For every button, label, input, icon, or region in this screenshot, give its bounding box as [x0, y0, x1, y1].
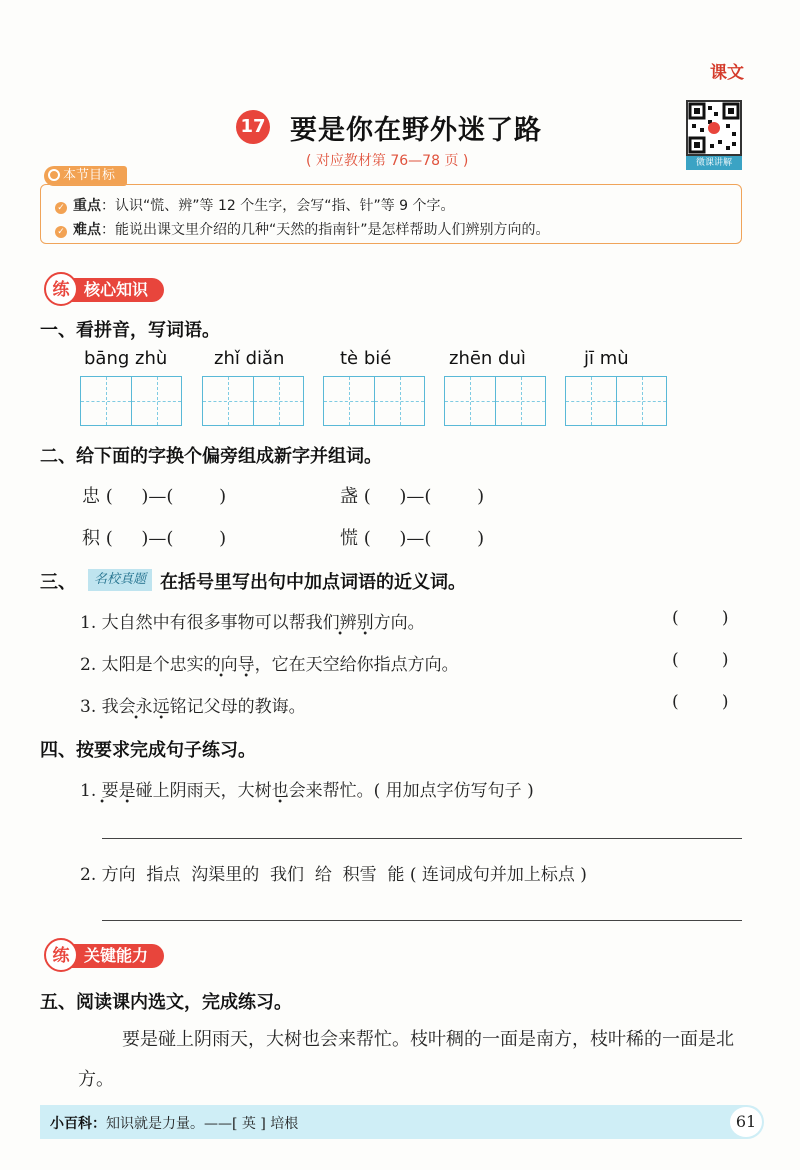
practice-badge: 练: [44, 272, 78, 306]
question-2-title: 二、给下面的字换个偏旁组成新字并组词。: [40, 446, 382, 467]
sentence-3: 3. 我会永远 • •铭记父母的教诲。: [80, 692, 306, 717]
pinyin: tè bié: [340, 348, 392, 369]
page-title: 要是你在野外迷了路: [290, 115, 542, 146]
goal-difficulty: ✓ 难点：能说出课文里介绍的几种“天然的指南针”是怎样帮助人们辨别方向的。: [55, 219, 550, 239]
writing-grid[interactable]: [323, 376, 425, 426]
answer-line[interactable]: [102, 920, 742, 921]
answer-blank[interactable]: ( ): [672, 692, 729, 712]
goal-key-point: ✓ 重点：认识“慌、辨”等 12 个生字，会写“指、针”等 9 个字。: [55, 195, 455, 215]
writing-grid[interactable]: [80, 376, 182, 426]
radical-item[interactable]: 盏 ( )—( ): [340, 486, 485, 507]
writing-grid[interactable]: [444, 376, 546, 426]
pinyin: jī mù: [584, 348, 629, 369]
pinyin: zhǐ diǎn: [214, 348, 285, 369]
question-3-number: 三、: [40, 572, 76, 593]
radical-item[interactable]: 慌 ( )—( ): [340, 528, 485, 549]
check-icon: ✓: [55, 202, 67, 214]
exercise-1: 1. 要是 • •碰上阴雨天，大树也会来帮忙。( 用加点字仿写句子 ): [80, 776, 534, 801]
radical-item[interactable]: 忠 ( )—( ): [82, 486, 227, 507]
qr-caption: 微课讲解: [686, 156, 742, 170]
section-title: 核心知识: [70, 278, 164, 302]
pinyin: zhēn duì: [449, 348, 526, 369]
answer-blank[interactable]: ( ): [672, 650, 729, 670]
famous-school-tag: 名校真题: [88, 569, 152, 591]
lesson-number-badge: 17: [236, 110, 270, 144]
target-icon: [48, 169, 60, 181]
answer-line[interactable]: [102, 838, 742, 839]
sentence-1: 1. 大自然中有很多事物可以帮我们辨别 • •方向。: [80, 608, 425, 633]
exercise-2: 2. 方向 指点 沟渠里的 我们 给 积雪 能 ( 连词成句并加上标点 ): [80, 865, 587, 885]
question-3-title: 在括号里写出句中加点词语的近义词。: [160, 572, 466, 593]
section-title: 关键能力: [70, 944, 164, 968]
question-4-title: 四、按要求完成句子练习。: [40, 740, 256, 761]
sentence-2: 2. 太阳是个忠实的向导 • •，它在天空给你指点方向。: [80, 650, 459, 675]
goals-box: [40, 184, 742, 244]
reading-passage: 要是碰上阴雨天，大树也会来帮忙。枝叶稠的一面是南方，枝叶稀的一面是北方。: [78, 1029, 734, 1090]
category-tag: 课文: [710, 63, 744, 83]
answer-blank[interactable]: ( ): [672, 608, 729, 628]
goals-tab: 本节目标: [44, 166, 127, 186]
question-1-title: 一、看拼音，写词语。: [40, 320, 220, 341]
check-icon: ✓: [55, 226, 67, 238]
page-number: 61: [730, 1107, 762, 1137]
qr-code-icon[interactable]: [686, 100, 742, 156]
question-5-title: 五、阅读课内选文，完成练习。: [40, 992, 292, 1013]
writing-grid[interactable]: [202, 376, 304, 426]
practice-badge: 练: [44, 938, 78, 972]
footer-quote: 小百科：知识就是力量。——[ 英 ] 培根: [50, 1116, 299, 1132]
writing-grid[interactable]: [565, 376, 667, 426]
page-subtitle: ( 对应教材第 76—78 页 ): [306, 153, 469, 169]
radical-item[interactable]: 积 ( )—( ): [82, 528, 227, 549]
pinyin: bāng zhù: [84, 348, 168, 369]
